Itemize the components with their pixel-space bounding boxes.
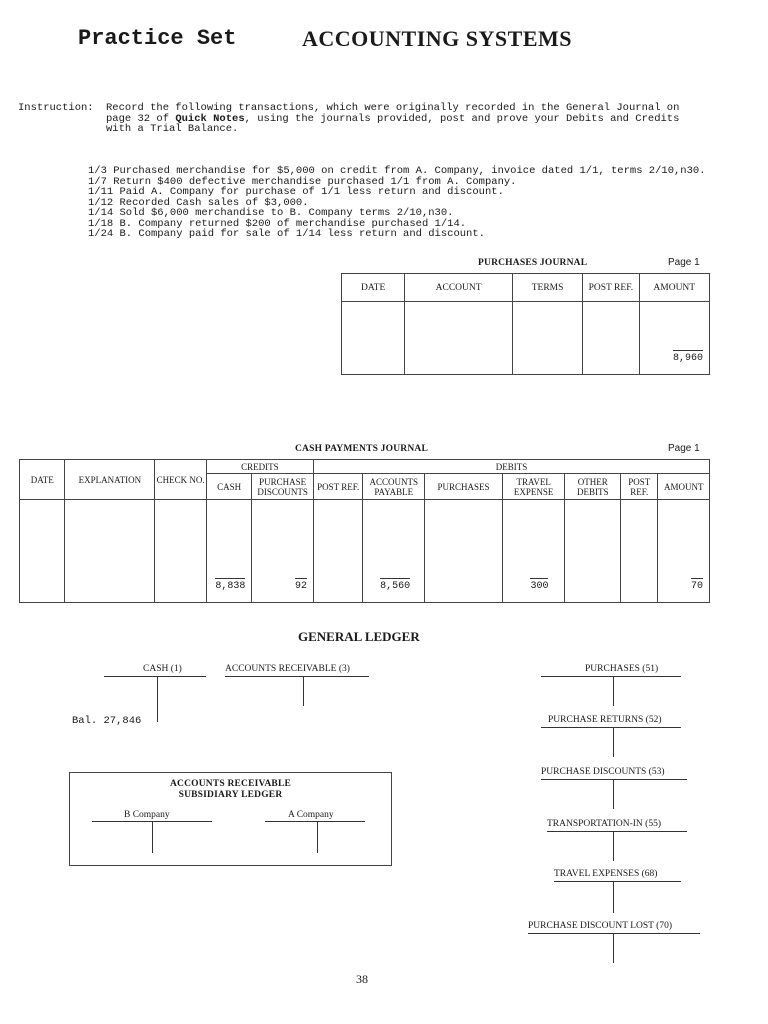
pj-col-post-ref: POST REF. <box>583 274 639 302</box>
t-account-cash-label: CASH (1) <box>143 664 182 674</box>
t-account-purchase-discounts-top <box>541 779 687 780</box>
cpj-col-accounts-payable: ACCOUNTS PAYABLE <box>363 474 425 500</box>
cpj-purchase-discounts-total: 92 <box>294 581 307 592</box>
t-account-a-company-top <box>265 821 365 822</box>
cpj-travel-expense-total: 300 <box>530 581 549 592</box>
cpj-cash-total: 8,838 <box>215 581 246 592</box>
cpj-cell-post-ref <box>313 500 363 603</box>
purchases-journal-title: PURCHASES JOURNAL <box>478 258 588 268</box>
ar-subsidiary-ledger-title-line2: SUBSIDIARY LEDGER <box>178 790 283 800</box>
page-number: 38 <box>356 972 368 986</box>
t-account-purchase-returns-label: PURCHASE RETURNS (52) <box>548 715 662 725</box>
cash-payments-journal-title: CASH PAYMENTS JOURNAL <box>295 444 428 454</box>
cpj-col-cash: CASH <box>206 474 251 500</box>
t-account-cash-divider <box>157 676 158 722</box>
t-account-purchase-discount-lost-top <box>528 933 700 934</box>
cpj-col-post-ref: POST REF. <box>313 474 363 500</box>
t-account-purchase-returns-divider <box>613 727 614 757</box>
t-account-cash-top <box>104 676 206 677</box>
cpj-cell-explanation <box>65 500 155 603</box>
transaction-item: 1/7 Return $400 defective merchandise purchased 1/1 from A. Company. <box>88 175 517 188</box>
t-account-purchase-discounts-divider <box>613 779 614 809</box>
cpj-cell-purchase-discounts <box>252 500 314 603</box>
t-account-transportation-in-divider <box>613 831 614 861</box>
instruction-bold-text: Quick Notes <box>175 112 245 125</box>
transaction-item: 1/11 Paid A. Company for purchase of 1/1 less return and discount. <box>88 186 504 198</box>
purchases-journal-table <box>341 273 710 375</box>
cpj-amount-total: 70 <box>690 581 703 592</box>
cpj-cell-date <box>20 500 65 603</box>
cpj-col-check-no: CHECK NO. <box>155 460 207 500</box>
t-account-transportation-in-label: TRANSPORTATION-IN (55) <box>547 819 661 829</box>
cpj-col-other-debits: OTHER DEBITS <box>565 474 621 500</box>
ar-subsidiary-ledger-title-line1: ACCOUNTS RECEIVABLE <box>169 779 292 789</box>
instruction-label: Instruction: <box>18 102 94 114</box>
pj-col-account: ACCOUNT <box>405 274 513 302</box>
t-account-b-company-label: B Company <box>124 810 170 820</box>
t-account-ar-divider <box>303 676 304 706</box>
pj-cell-account <box>405 302 513 375</box>
t-account-travel-expenses-top <box>554 881 681 882</box>
cpj-group-debits: DEBITS <box>313 460 709 474</box>
pj-col-date: DATE <box>342 274 405 302</box>
cpj-group-credits: CREDITS <box>206 460 313 474</box>
t-account-a-company-divider <box>317 821 318 853</box>
transaction-item: 1/14 Sold $6,000 merchandise to B. Company terms 2/10,n30. <box>88 207 454 219</box>
cpj-col-purchase-discounts: PURCHASE DISCOUNTS <box>252 474 314 500</box>
t-account-purchases-top <box>541 676 681 677</box>
pj-col-terms: TERMS <box>512 274 582 302</box>
cpj-col-explanation: EXPLANATION <box>65 460 155 500</box>
pj-cell-date <box>342 302 405 375</box>
pj-cell-post-ref <box>583 302 639 375</box>
transaction-item: 1/3 Purchased merchandise for $5,000 on credit from A. Company, invoice dated 1/1, terms 2/10,n30. <box>88 165 706 177</box>
cpj-cell-accounts-payable <box>363 500 425 603</box>
cpj-col-post-ref-2: POST REF. <box>621 474 658 500</box>
pj-cell-amount <box>639 302 709 375</box>
ar-subsidiary-ledger-title <box>70 779 391 801</box>
pj-cell-terms <box>512 302 582 375</box>
general-ledger-title: GENERAL LEDGER <box>298 629 420 644</box>
cpj-col-purchases: PURCHASES <box>425 474 503 500</box>
ar-subsidiary-ledger-box <box>69 772 392 866</box>
t-account-ar-label: ACCOUNTS RECEIVABLE (3) <box>225 664 350 674</box>
cpj-cell-check-no <box>155 500 207 603</box>
page-title-practice-set: Practice Set <box>78 26 237 51</box>
page-title-accounting-systems: ACCOUNTING SYSTEMS <box>302 26 572 51</box>
transaction-item: 1/24 B. Company paid for sale of 1/14 less return and discount. <box>88 228 485 240</box>
cpj-cell-cash <box>206 500 251 603</box>
t-account-purchases-divider <box>613 676 614 706</box>
instruction-text <box>106 103 706 135</box>
t-account-a-company-label: A Company <box>288 810 334 820</box>
t-account-purchase-discount-lost-label: PURCHASE DISCOUNT LOST (70) <box>528 921 673 931</box>
cpj-cell-purchases <box>425 500 503 603</box>
t-account-purchase-discounts-label: PURCHASE DISCOUNTS (53) <box>541 767 665 777</box>
transactions-list <box>88 166 706 240</box>
t-account-ar-top <box>225 676 369 677</box>
t-account-travel-expenses-label: TRAVEL EXPENSES (68) <box>554 869 658 879</box>
cash-payments-journal-table <box>19 459 710 603</box>
t-account-transportation-in-top <box>547 831 687 832</box>
t-account-purchase-returns-top <box>541 727 681 728</box>
cpj-col-travel-expense: TRAVEL EXPENSE <box>502 474 565 500</box>
pj-amount-total: 8,960 <box>672 353 703 364</box>
cpj-cell-travel-expense <box>502 500 565 603</box>
t-account-travel-expenses-divider <box>613 881 614 913</box>
transaction-item: 1/12 Recorded Cash sales of $3,000. <box>88 196 309 209</box>
cash-balance: Bal. 27,846 <box>72 715 142 727</box>
instruction-text-before: Record the following transactions, which were originally recorded in the General Journal on page 32 of <box>106 102 680 125</box>
pj-col-amount: AMOUNT <box>639 274 709 302</box>
cpj-cell-amount <box>658 500 710 603</box>
t-account-purchases-label: PURCHASES (51) <box>585 664 659 674</box>
cpj-cell-other-debits <box>565 500 621 603</box>
cpj-col-amount: AMOUNT <box>658 474 710 500</box>
cpj-accounts-payable-total: 8,560 <box>380 581 411 592</box>
cpj-col-date: DATE <box>20 460 65 500</box>
transaction-item: 1/18 B. Company returned $200 of merchandise purchased 1/14. <box>88 217 467 230</box>
t-account-purchase-discount-lost-divider <box>613 933 614 963</box>
instruction-text-after: , using the journals provided, post and prove your Debits and Credits with a Trial Balance. <box>106 112 680 135</box>
cash-payments-journal-page: Page 1 <box>668 443 700 454</box>
cpj-cell-post-ref-2 <box>621 500 658 603</box>
purchases-journal-page: Page 1 <box>668 257 700 268</box>
t-account-b-company-divider <box>152 821 153 853</box>
